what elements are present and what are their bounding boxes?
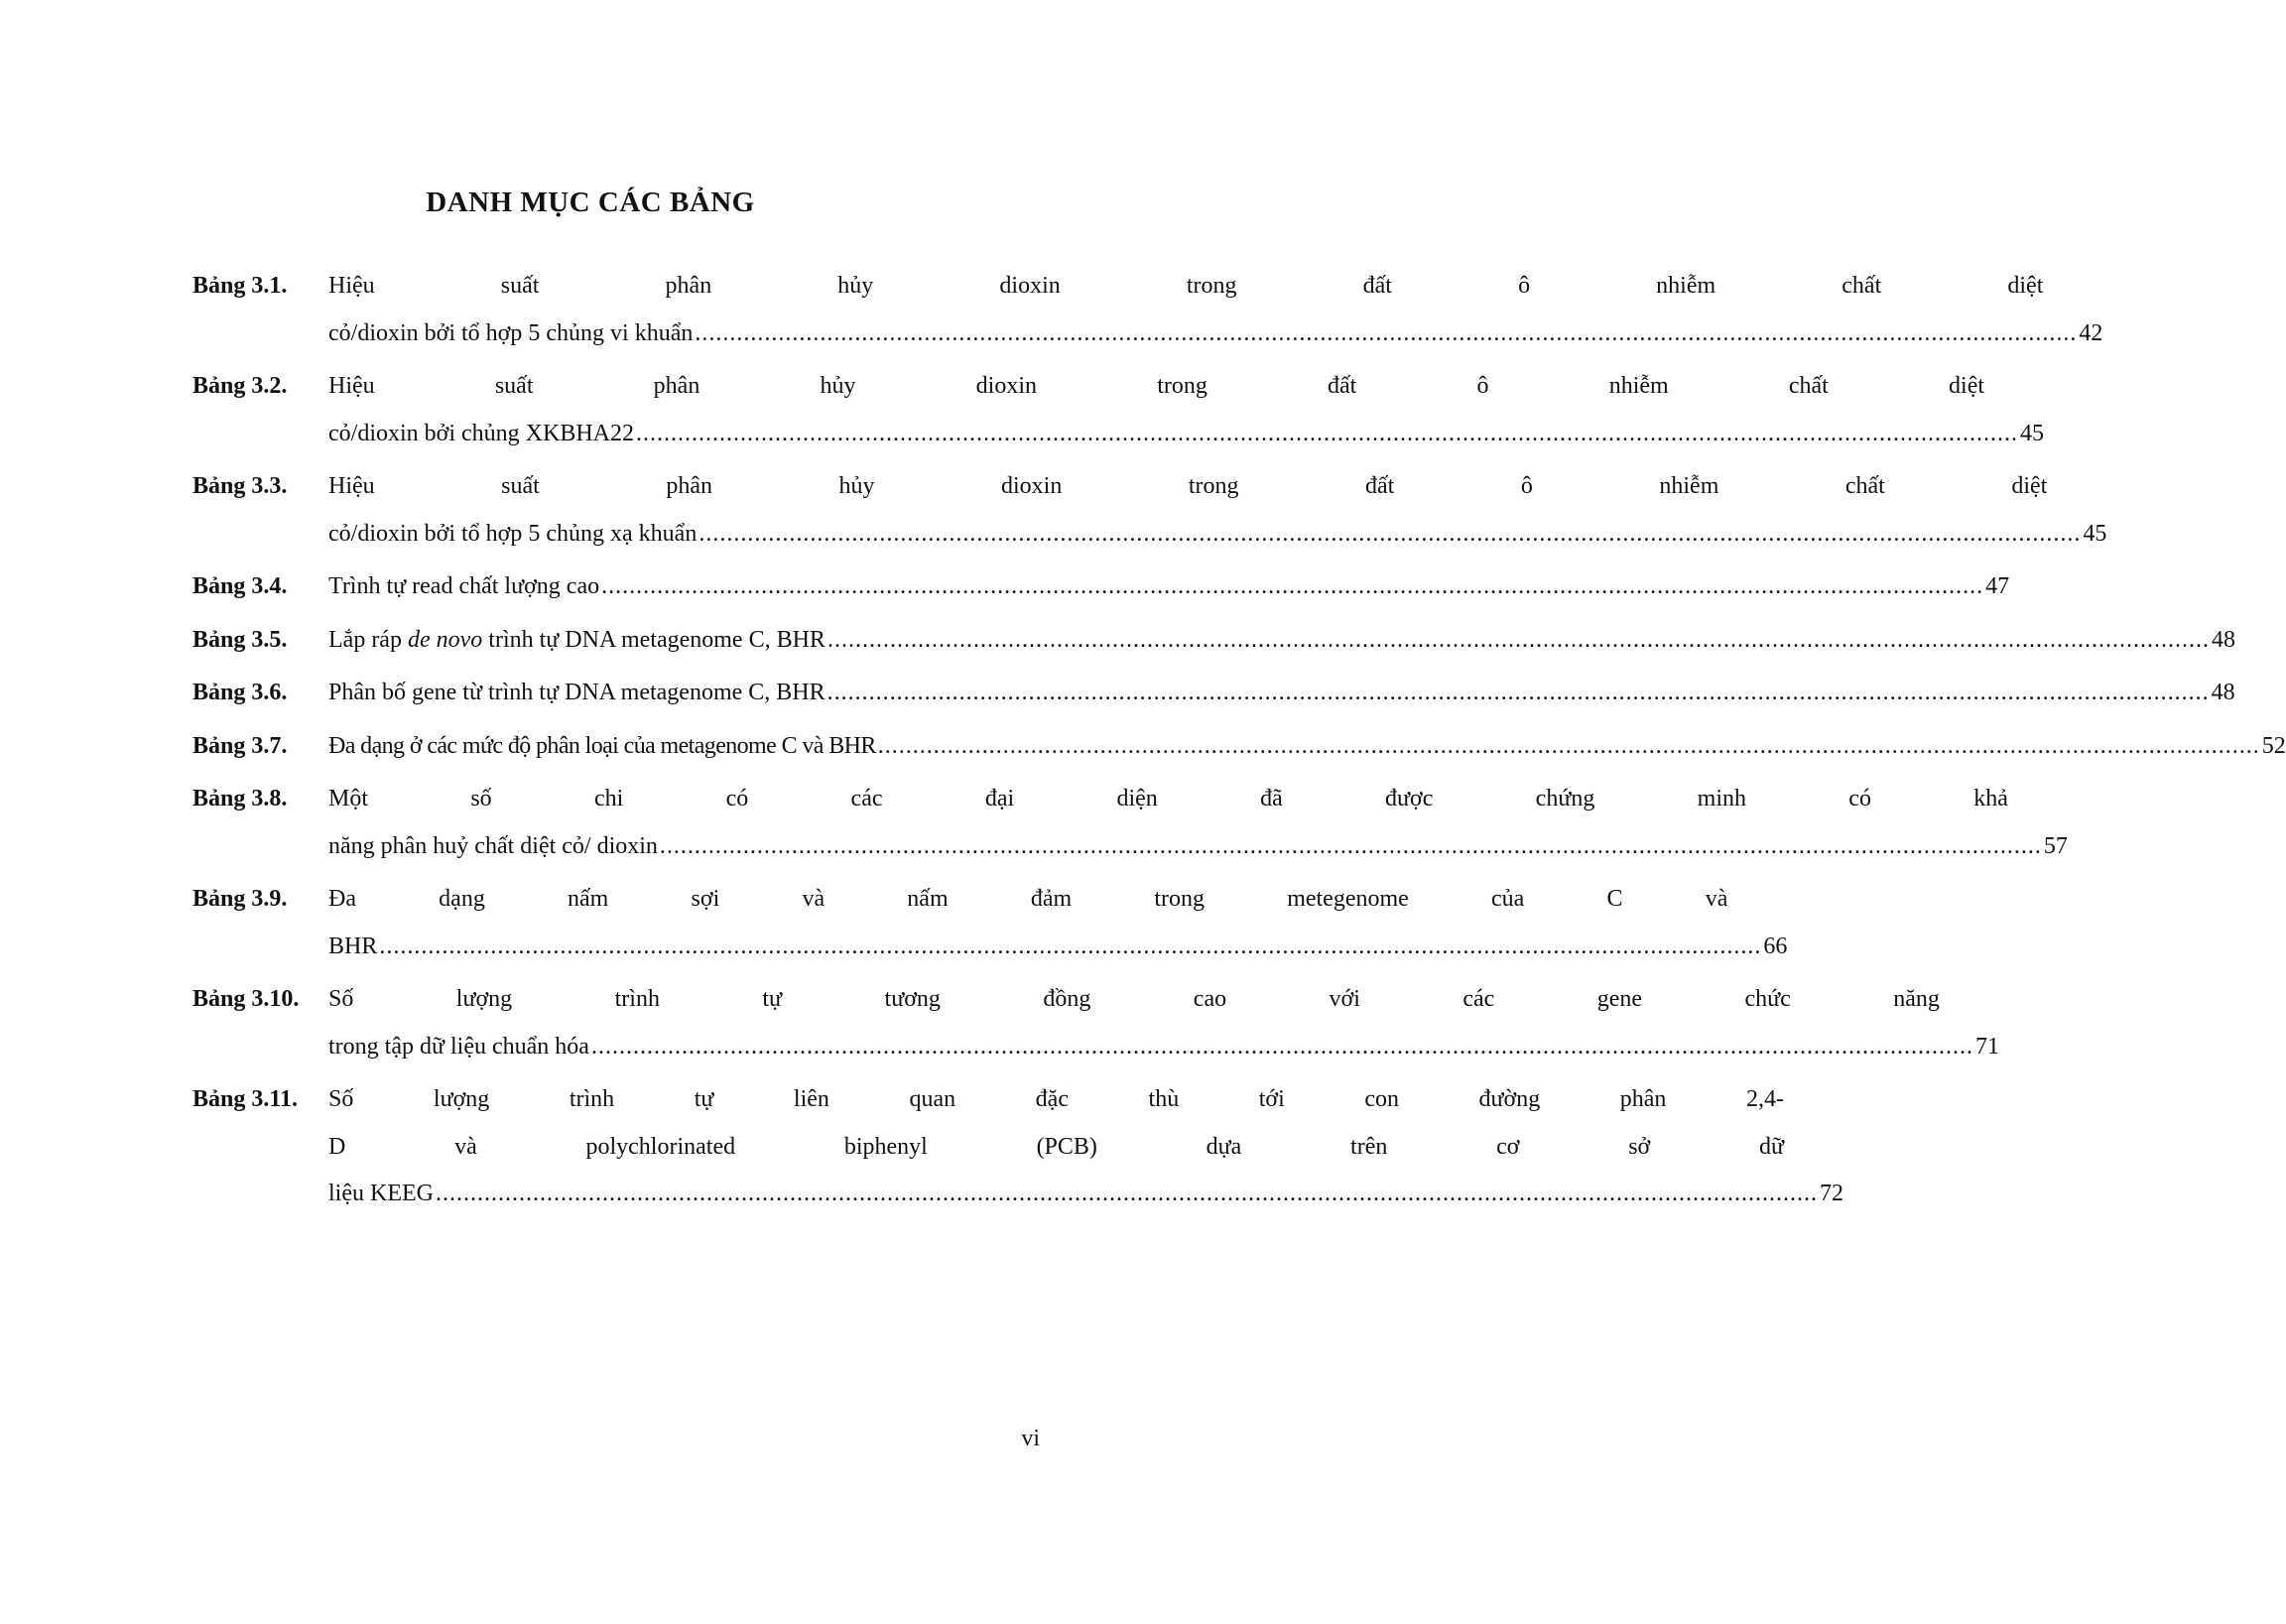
- toc-entry-line: Số lượng trình tự tương đồng cao với các gene chức năng: [328, 986, 1940, 1012]
- toc-entry[interactable]: [192, 1076, 1843, 1218]
- toc-entry-text: Lắp ráp de novo trình tự DNA metagenome C, BHR: [328, 626, 826, 653]
- toc-entry-text: Phân bố gene từ trình tự DNA metagenome C, BHR: [328, 680, 826, 705]
- toc-entry-label: Bảng 3.6.: [192, 680, 288, 705]
- toc-entry-label: Bảng 3.3.: [192, 473, 288, 499]
- toc-entry-text: năng phân huỷ chất diệt cỏ/ dioxin: [328, 832, 658, 859]
- toc-entry-line: Một số chi có các đại diện đã được chứng minh có khả: [328, 786, 2008, 812]
- leader-dots: [878, 723, 2260, 771]
- toc-entry-label: Bảng 3.10.: [192, 986, 300, 1012]
- toc-entry[interactable]: [192, 263, 2103, 357]
- toc-entry-text: cỏ/dioxin bởi tổ hợp 5 chủng xạ khuẩn: [328, 520, 698, 547]
- table-of-contents: [192, 263, 2286, 1224]
- toc-entry-text: BHR: [328, 933, 378, 959]
- leader-dots: [591, 1024, 1973, 1071]
- toc-page-number: 45: [2083, 520, 2107, 547]
- toc-entry-line: Hiệu suất phân hủy dioxin trong đất ô nhiễm chất diệt: [328, 273, 2044, 299]
- toc-page-number: 48: [2211, 626, 2235, 653]
- leader-dots: [436, 1171, 1818, 1218]
- toc-page-number: 71: [1974, 1033, 1999, 1060]
- toc-entry-line: Hiệu suất phân hủy dioxin trong đất ô nhiễm chất diệt: [328, 373, 1985, 399]
- toc-entry-label: Bảng 3.8.: [192, 786, 288, 812]
- toc-entry-text: cỏ/dioxin bởi chủng XKBHA22: [328, 420, 635, 446]
- toc-entry-text: liệu KEEG: [328, 1181, 434, 1206]
- toc-entry-label: Bảng 3.2.: [192, 373, 288, 399]
- toc-entry-label: Bảng 3.7.: [192, 732, 288, 759]
- italic-term: de novo: [407, 626, 483, 653]
- leader-dots: [827, 617, 2210, 665]
- leader-dots: [636, 411, 2018, 458]
- toc-entry[interactable]: [192, 876, 1788, 970]
- toc-entry-line: Số lượng trình tự liên quan đặc thù tới con đường phân 2,4-: [328, 1086, 1784, 1112]
- toc-entry[interactable]: [192, 617, 2235, 665]
- toc-entry-label: Bảng 3.11.: [192, 1086, 299, 1112]
- leader-dots: [601, 563, 1983, 611]
- toc-entry[interactable]: [192, 563, 2010, 611]
- leader-dots: [695, 311, 2077, 358]
- toc-entry[interactable]: [192, 463, 2107, 558]
- toc-page-number: 42: [2079, 319, 2103, 346]
- toc-page-number: 72: [1819, 1181, 1843, 1206]
- toc-entry-line: Hiệu suất phân hủy dioxin trong đất ô nhiễm chất diệt: [328, 473, 2048, 499]
- leader-dots: [660, 823, 2042, 871]
- toc-entry[interactable]: [192, 776, 2068, 870]
- toc-page-number: 47: [1985, 573, 2010, 599]
- toc-entry-text: Đa dạng ở các mức độ phân loại của metagenome C và BHR: [328, 732, 876, 759]
- toc-entry-text: Trình tự read chất lượng cao: [328, 573, 600, 599]
- page-number: vi: [1021, 1426, 1040, 1451]
- toc-entry-label: Bảng 3.4.: [192, 573, 288, 599]
- toc-page-number: 66: [1763, 933, 1788, 959]
- leader-dots: [698, 511, 2081, 559]
- toc-entry-label: Bảng 3.9.: [192, 886, 288, 912]
- toc-page-number: 48: [2211, 680, 2235, 705]
- toc-entry-text: cỏ/dioxin bởi tổ hợp 5 chủng vi khuẩn: [328, 319, 694, 346]
- toc-entry-label: Bảng 3.5.: [192, 626, 288, 653]
- toc-page-number: 57: [2043, 832, 2068, 859]
- toc-entry-line: D và polychlorinated biphenyl (PCB) dựa trên cơ sở dữ: [328, 1133, 1784, 1160]
- toc-page-number: 45: [2020, 420, 2045, 446]
- toc-page-number: 52: [2261, 732, 2286, 759]
- toc-entry-text: trong tập dữ liệu chuẩn hóa: [328, 1033, 589, 1060]
- toc-entry[interactable]: [192, 363, 2045, 457]
- page-title: DANH MỤC CÁC BẢNG: [426, 187, 755, 218]
- leader-dots: [379, 924, 1761, 971]
- toc-entry[interactable]: [192, 670, 2235, 717]
- toc-entry-label: Bảng 3.1.: [192, 273, 288, 299]
- leader-dots: [827, 670, 2210, 717]
- toc-entry[interactable]: [192, 976, 1999, 1070]
- toc-entry-line: Đa dạng nấm sợi và nấm đảm trong metegenome của C và: [328, 886, 1728, 912]
- toc-entry[interactable]: [192, 723, 2286, 771]
